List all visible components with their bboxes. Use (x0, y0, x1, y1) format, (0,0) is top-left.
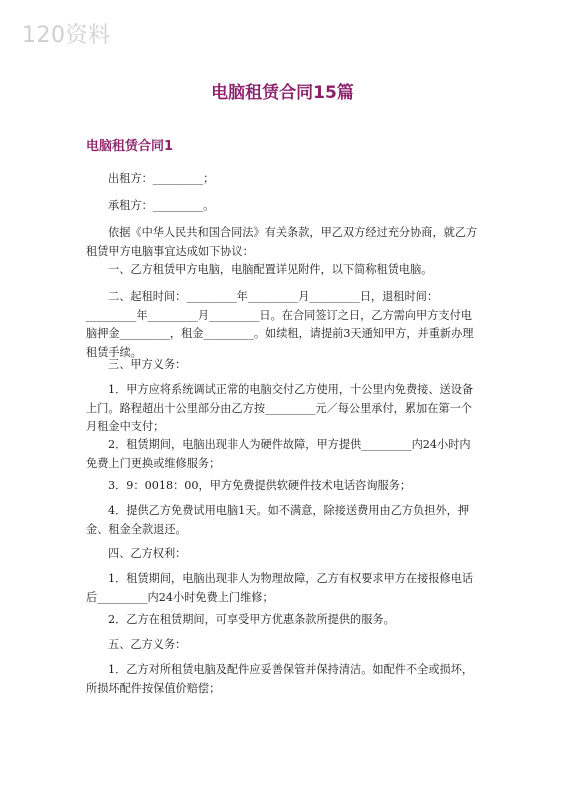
paragraph-lessor-duty-3: 3．9：0018：00，甲方免费提供软硬件技术电话咨询服务； (108, 479, 412, 492)
paragraph-lessor-duty-1: 1．甲方应将系统调试正常的电脑交付乙方使用，十公里内免费接、送设备上门。路程超出十公里部分由乙方按_________元／每公里承付，累加在第一个月租金中支付； (86, 383, 474, 433)
paragraph-lessor-duties-heading: 三、甲方义务： (108, 358, 187, 371)
paragraph-clause-1: 一、乙方租赁甲方电脑，电脑配置详见附件，以下简称租赁电脑。 (108, 263, 433, 276)
paragraph-lessee-duty-1: 1．乙方对所租赁电脑及配件应妥善保管并保持清洁。如配件不全或损坏，所损坏配件按保值价赔偿； (86, 663, 474, 695)
paragraph-lessor-duty-2: 2．租赁期间，电脑出现非人为硬件故障，甲方提供_________内24小时内免费上门更换或维修服务； (86, 438, 471, 470)
watermark: 120资料 (22, 23, 111, 48)
section-title: 电脑租赁合同1 (86, 139, 174, 154)
paragraph-clause-2: 二、起租时间：_________年_________月_________日，退租时间：_________年_________月_________日。在合同签订之日，乙方需向甲方支付电脑押金_________，租金_________。如续租，请提前3天通知甲方，并重新办理租赁手续。 (86, 290, 474, 359)
paragraph-preamble: 依据《中华人民共和国合同法》有关条款，甲乙双方经过充分协商，就乙方租赁甲方电脑事宜达成如下协议： (86, 226, 478, 258)
paragraph-lessee-duties-heading: 五、乙方义务： (108, 638, 187, 651)
paragraph-lessee-right-1: 1．租赁期间，电脑出现非人为物理故障，乙方有权要求甲方在接报修电话后_________内24小时免费上门维修； (86, 572, 474, 604)
paragraph-lessor-duty-4: 4．提供乙方免费试用电脑1天。如不满意，除接送费用由乙方负担外，押金、租金全款退还。 (86, 504, 470, 536)
paragraph-lessee: 承租方：_________。 (108, 199, 215, 212)
paragraph-lessor: 出租方：_________； (108, 172, 215, 185)
document-title: 电脑租赁合同15篇 (211, 83, 354, 103)
paragraph-lessee-right-2: 2．乙方在租赁期间，可享受甲方优惠条款所提供的服务。 (108, 613, 395, 626)
paragraph-lessee-rights-heading: 四、乙方权利： (108, 547, 187, 560)
